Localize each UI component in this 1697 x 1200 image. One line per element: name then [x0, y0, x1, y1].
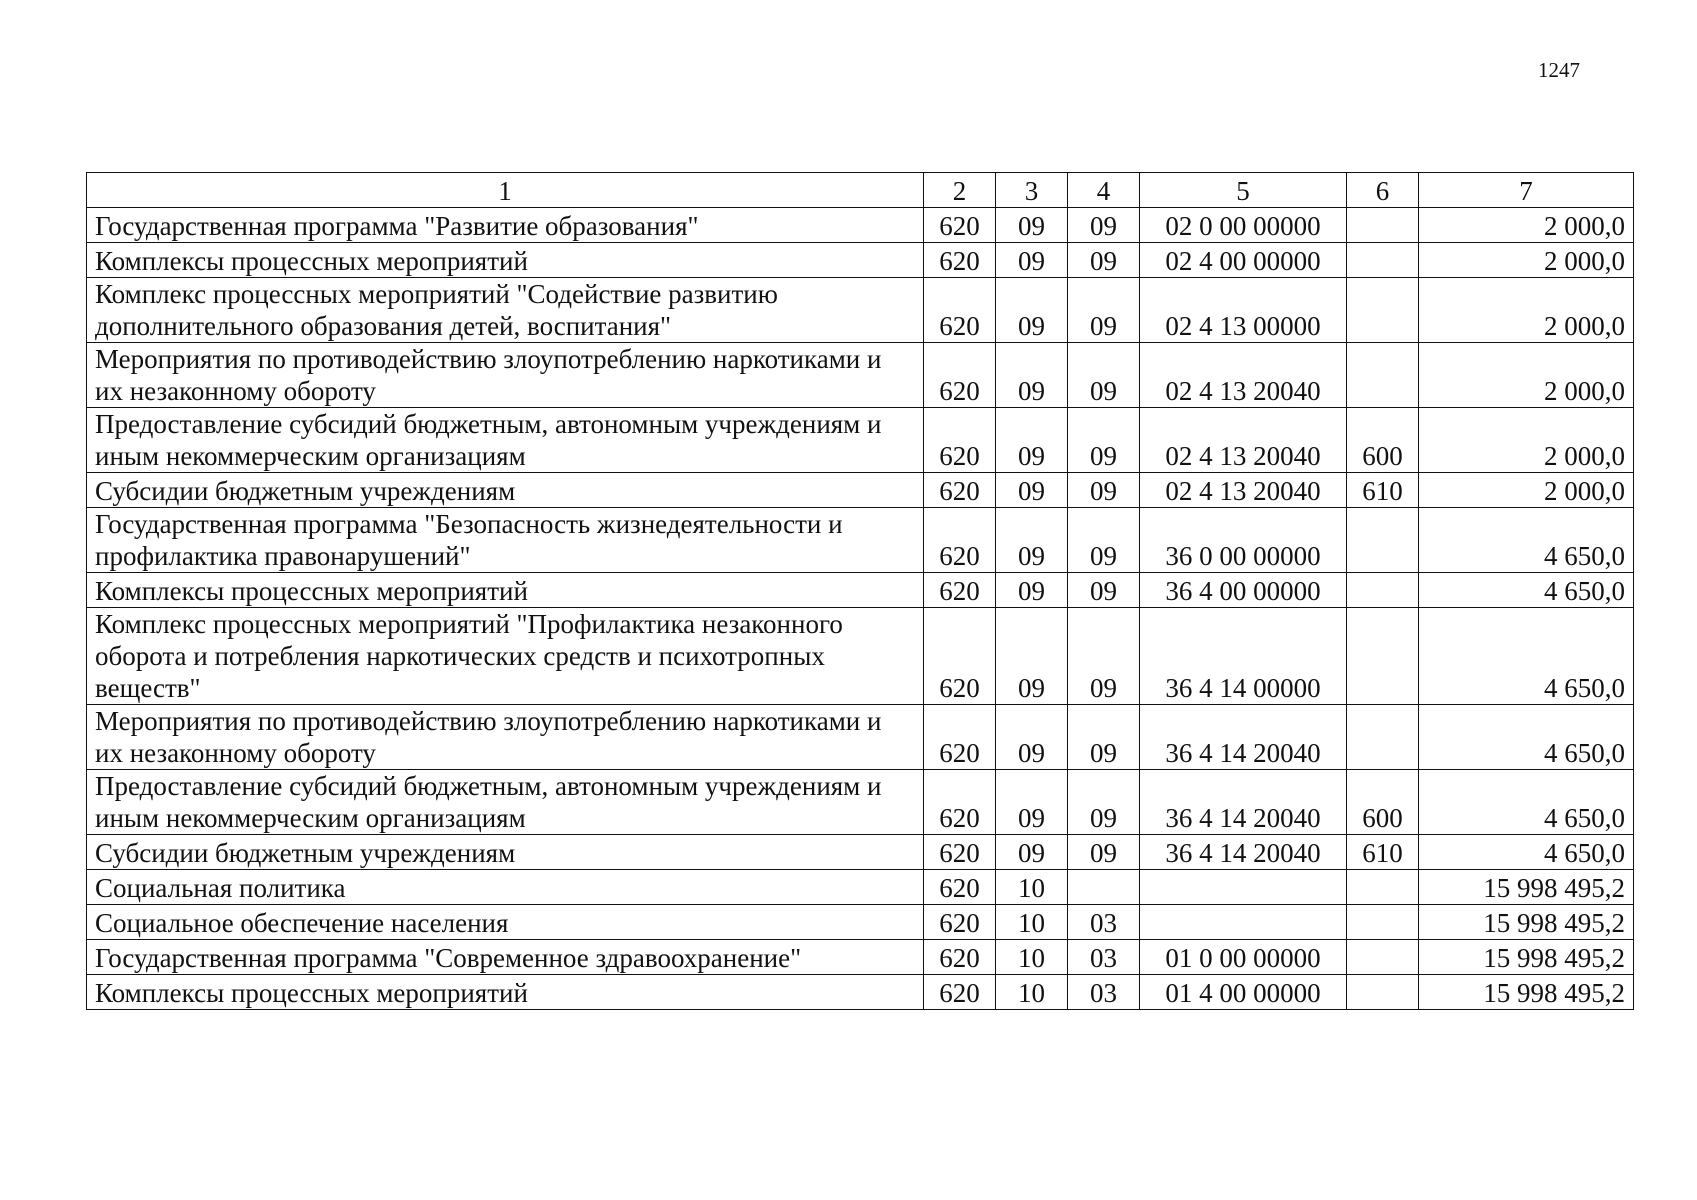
cell-c7: 4 650,0 [1419, 770, 1634, 835]
cell-c3: 09 [996, 208, 1068, 243]
cell-c3: 09 [996, 343, 1068, 408]
cell-c4: 09 [1068, 705, 1140, 770]
cell-c3: 09 [996, 835, 1068, 870]
cell-c7: 15 998 495,2 [1419, 905, 1634, 940]
table-row [87, 705, 1634, 770]
cell-c5: 02 4 13 00000 [1140, 278, 1347, 343]
cell-c6 [1347, 940, 1419, 975]
cell-c5: 36 4 14 20040 [1140, 835, 1347, 870]
cell-c3: 10 [996, 940, 1068, 975]
cell-name: Предоставление субсидий бюджетным, автономным учреждениям и иным некоммерческим организациям [87, 408, 924, 473]
cell-name: Социальная политика [87, 870, 924, 905]
cell-c2: 620 [924, 870, 996, 905]
cell-c5: 02 0 00 00000 [1140, 208, 1347, 243]
column-header-5: 5 [1140, 173, 1347, 208]
cell-c2: 620 [924, 243, 996, 278]
cell-c7: 2 000,0 [1419, 343, 1634, 408]
cell-c3: 09 [996, 408, 1068, 473]
cell-c5: 01 0 00 00000 [1140, 940, 1347, 975]
cell-c6 [1347, 508, 1419, 573]
cell-c2: 620 [924, 835, 996, 870]
cell-c6: 600 [1347, 408, 1419, 473]
cell-c4: 09 [1068, 208, 1140, 243]
cell-c3: 09 [996, 278, 1068, 343]
cell-c4: 03 [1068, 905, 1140, 940]
table-row [87, 243, 1634, 278]
cell-c4: 09 [1068, 508, 1140, 573]
cell-name: Государственная программа "Современное здравоохранение" [87, 940, 924, 975]
cell-c6 [1347, 870, 1419, 905]
cell-c4: 09 [1068, 608, 1140, 705]
cell-name: Государственная программа "Безопасность жизнедеятельности и профилактика правонарушений" [87, 508, 924, 573]
table-row [87, 608, 1634, 705]
cell-c2: 620 [924, 408, 996, 473]
cell-c7: 2 000,0 [1419, 243, 1634, 278]
cell-c5 [1140, 870, 1347, 905]
cell-c3: 09 [996, 473, 1068, 508]
cell-c3: 09 [996, 243, 1068, 278]
cell-name: Комплексы процессных мероприятий [87, 243, 924, 278]
table-row [87, 905, 1634, 940]
cell-c6 [1347, 343, 1419, 408]
header-row [87, 173, 1634, 208]
cell-c4: 03 [1068, 975, 1140, 1010]
cell-c6 [1347, 905, 1419, 940]
cell-c3: 10 [996, 870, 1068, 905]
column-header-6: 6 [1347, 173, 1419, 208]
cell-c5: 02 4 00 00000 [1140, 243, 1347, 278]
cell-c4: 09 [1068, 473, 1140, 508]
cell-c6 [1347, 705, 1419, 770]
cell-c5: 36 0 00 00000 [1140, 508, 1347, 573]
cell-c5: 02 4 13 20040 [1140, 343, 1347, 408]
table-row [87, 975, 1634, 1010]
table-row [87, 770, 1634, 835]
cell-c6 [1347, 208, 1419, 243]
column-header-3: 3 [996, 173, 1068, 208]
cell-c2: 620 [924, 343, 996, 408]
cell-c6 [1347, 608, 1419, 705]
cell-c6 [1347, 243, 1419, 278]
cell-c7: 4 650,0 [1419, 608, 1634, 705]
table-row [87, 835, 1634, 870]
cell-c2: 620 [924, 975, 996, 1010]
cell-c7: 2 000,0 [1419, 473, 1634, 508]
cell-c2: 620 [924, 905, 996, 940]
column-header-4: 4 [1068, 173, 1140, 208]
cell-c3: 10 [996, 975, 1068, 1010]
cell-c4: 09 [1068, 573, 1140, 608]
column-header-2: 2 [924, 173, 996, 208]
page-number: 1247 [1538, 58, 1580, 82]
cell-c4: 09 [1068, 408, 1140, 473]
cell-c6: 610 [1347, 835, 1419, 870]
cell-c4 [1068, 870, 1140, 905]
table-row [87, 940, 1634, 975]
cell-c3: 10 [996, 905, 1068, 940]
cell-c4: 09 [1068, 343, 1140, 408]
cell-c5: 01 4 00 00000 [1140, 975, 1347, 1010]
cell-c7: 4 650,0 [1419, 835, 1634, 870]
cell-c4: 09 [1068, 770, 1140, 835]
cell-name: Комплекс процессных мероприятий "Содействие развитию дополнительного образования детей, воспитания" [87, 278, 924, 343]
cell-c2: 620 [924, 208, 996, 243]
cell-c7: 2 000,0 [1419, 408, 1634, 473]
cell-name: Комплекс процессных мероприятий "Профилактика незаконного оборота и потребления наркотических средств и психотропных веществ" [87, 608, 924, 705]
cell-c7: 2 000,0 [1419, 208, 1634, 243]
cell-c7: 15 998 495,2 [1419, 975, 1634, 1010]
cell-c2: 620 [924, 608, 996, 705]
cell-c7: 4 650,0 [1419, 573, 1634, 608]
table-row [87, 508, 1634, 573]
cell-c2: 620 [924, 278, 996, 343]
table-row [87, 278, 1634, 343]
cell-c3: 09 [996, 508, 1068, 573]
cell-c7: 4 650,0 [1419, 508, 1634, 573]
cell-c7: 15 998 495,2 [1419, 940, 1634, 975]
cell-c6: 600 [1347, 770, 1419, 835]
cell-c7: 2 000,0 [1419, 278, 1634, 343]
cell-c7: 4 650,0 [1419, 705, 1634, 770]
cell-c5 [1140, 905, 1347, 940]
cell-name: Комплексы процессных мероприятий [87, 573, 924, 608]
cell-name: Мероприятия по противодействию злоупотреблению наркотиками и их незаконному обороту [87, 705, 924, 770]
cell-c5: 36 4 14 00000 [1140, 608, 1347, 705]
cell-c6: 610 [1347, 473, 1419, 508]
cell-c6 [1347, 573, 1419, 608]
cell-c4: 09 [1068, 278, 1140, 343]
table-row [87, 573, 1634, 608]
cell-c6 [1347, 278, 1419, 343]
cell-name: Комплексы процессных мероприятий [87, 975, 924, 1010]
budget-table [86, 172, 1634, 1010]
cell-c5: 36 4 00 00000 [1140, 573, 1347, 608]
cell-name: Предоставление субсидий бюджетным, автономным учреждениям и иным некоммерческим организациям [87, 770, 924, 835]
cell-c2: 620 [924, 573, 996, 608]
column-header-7: 7 [1419, 173, 1634, 208]
table-row [87, 343, 1634, 408]
cell-c5: 36 4 14 20040 [1140, 705, 1347, 770]
table-row [87, 473, 1634, 508]
cell-c4: 09 [1068, 835, 1140, 870]
cell-c4: 09 [1068, 243, 1140, 278]
cell-c3: 09 [996, 705, 1068, 770]
cell-c2: 620 [924, 770, 996, 835]
table-header [87, 173, 1634, 208]
cell-c2: 620 [924, 473, 996, 508]
cell-c3: 09 [996, 573, 1068, 608]
cell-c5: 36 4 14 20040 [1140, 770, 1347, 835]
cell-name: Государственная программа "Развитие образования" [87, 208, 924, 243]
table-row [87, 870, 1634, 905]
cell-c3: 09 [996, 770, 1068, 835]
column-header-1: 1 [87, 173, 924, 208]
cell-c2: 620 [924, 940, 996, 975]
cell-c2: 620 [924, 705, 996, 770]
cell-c5: 02 4 13 20040 [1140, 408, 1347, 473]
cell-name: Мероприятия по противодействию злоупотреблению наркотиками и их незаконному обороту [87, 343, 924, 408]
cell-name: Социальное обеспечение населения [87, 905, 924, 940]
table-row [87, 408, 1634, 473]
cell-name: Субсидии бюджетным учреждениям [87, 835, 924, 870]
cell-c6 [1347, 975, 1419, 1010]
table-body [87, 208, 1634, 1010]
table-row [87, 208, 1634, 243]
cell-c7: 15 998 495,2 [1419, 870, 1634, 905]
cell-c3: 09 [996, 608, 1068, 705]
cell-name: Субсидии бюджетным учреждениям [87, 473, 924, 508]
cell-c5: 02 4 13 20040 [1140, 473, 1347, 508]
cell-c2: 620 [924, 508, 996, 573]
cell-c4: 03 [1068, 940, 1140, 975]
